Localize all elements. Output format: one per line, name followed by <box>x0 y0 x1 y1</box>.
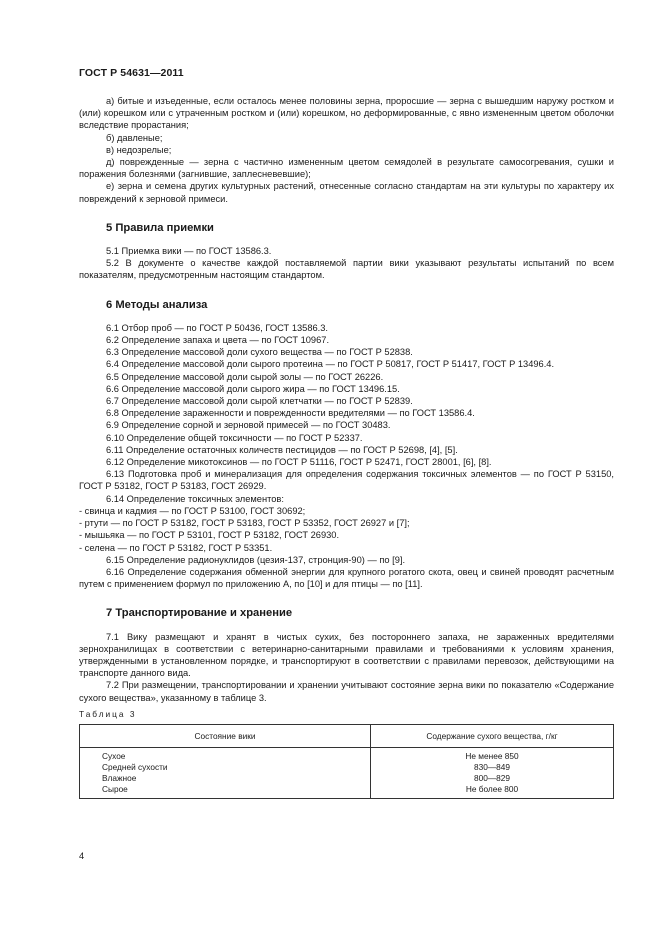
section-7-item: 7.1 Вику размещают и хранят в чистых сухих, без постороннего запаха, не зараженных вредителями зернохранилищах в соответствии с ветеринарно-санитарными правилами и требованиями к условиям хранения, утвержденными в установленном порядке, и транспортируют в соответствии с правилами перевозок, действующими на транспорте данного вида. <box>79 631 614 679</box>
section-6-item: 6.13 Подготовка проб и минерализация для определения содержания токсичных элементов — по ГОСТ Р 53150, ГОСТ Р 53182, ГОСТ Р 53183, ГОСТ 26929. <box>79 469 614 492</box>
section-6-item: 6.14 Определение токсичных элементов: <box>106 493 284 504</box>
state-value: Сырое <box>102 783 128 794</box>
section-6-item: 6.5 Определение массовой доли сырой золы — по ГОСТ 26226. <box>106 371 384 382</box>
section-6-dash-item: - ртути — по ГОСТ Р 53182, ГОСТ Р 53183, ГОСТ Р 53352, ГОСТ 26927 и [7]; <box>79 518 410 529</box>
document-content <box>79 95 614 799</box>
section-7-title: 7 Транспортирование и хранение <box>106 607 293 620</box>
section-7-item: 7.2 При размещении, транспортировании и хранении учитывают состояние зерна вики по показателю «Содержание сухого вещества», указанному в таблице 3. <box>79 680 614 703</box>
table-cell-state <box>80 747 371 798</box>
section-6-dash-item: - мышьяка — по ГОСТ Р 53101, ГОСТ Р 53182, ГОСТ 26930. <box>79 530 340 541</box>
section-6-item: 6.16 Определение содержания обменной энергии для крупного рогатого скота, овец и свиней проводят расчетным путем с применением формул по приложению А, по [10] и для птицы — по [11]. <box>79 566 614 590</box>
table-cell-dry-matter <box>371 747 614 798</box>
section-5-title: 5 Правила приемки <box>106 221 214 234</box>
section-6-item: 6.7 Определение массовой доли сырой клетчатки — по ГОСТ Р 52839. <box>106 396 413 407</box>
section-5-item: 5.1 Приемка вики — по ГОСТ 13586.3. <box>106 246 272 257</box>
section-6-item: 6.2 Определение запаха и цвета — по ГОСТ 10967. <box>106 335 330 346</box>
state-value: Сухое <box>102 750 126 761</box>
state-value: Влажное <box>102 772 137 783</box>
section-6-item: 6.3 Определение массовой доли сухого вещества — по ГОСТ Р 52838. <box>106 347 413 358</box>
section-6-title: 6 Методы анализа <box>106 298 208 311</box>
table-header-dry-matter: Содержание сухого вещества, г/кг <box>371 724 614 747</box>
section-6-item: 6.12 Определение микотоксинов — по ГОСТ Р 51116, ГОСТ Р 52471, ГОСТ 28001, [6], [8]. <box>106 457 492 468</box>
intro-paragraph: б) давленые; <box>106 132 163 143</box>
page-number: 4 <box>79 851 85 861</box>
table-header-state: Состояние вики <box>80 724 371 747</box>
dry-matter-value: 830—849 <box>474 761 510 772</box>
table-row <box>80 747 614 798</box>
section-6-item: 6.1 Отбор проб — по ГОСТ Р 50436, ГОСТ 13586.3. <box>106 322 329 333</box>
section-6-item: 6.4 Определение массовой доли сырого протеина — по ГОСТ Р 50817, ГОСТ Р 51417, ГОСТ Р 13496.4. <box>106 359 555 370</box>
section-6-item: 6.10 Определение общей токсичности — по ГОСТ Р 52337. <box>106 432 363 443</box>
section-6-item: 6.15 Определение радионуклидов (цезия-137, стронция-90) — по [9]. <box>106 554 406 565</box>
table-caption: Таблица 3 <box>79 708 137 719</box>
intro-paragraph: а) битые и изъеденные, если осталось менее половины зерна, проросшие — зерна с вышедшим наружу ростком и (или) корешком или с утраченным ростком и (или) корешком, но деформированные, с явно измененным цветом оболочки вследствие прорастания; <box>79 96 614 131</box>
state-value: Средней сухости <box>102 761 168 772</box>
document-header: ГОСТ Р 54631—2011 <box>79 67 184 79</box>
section-6-item: 6.8 Определение зараженности и поврежденности вредителями — по ГОСТ 13586.4. <box>106 408 475 419</box>
dry-matter-value: Не менее 850 <box>465 750 519 761</box>
section-6-item: 6.6 Определение массовой доли сырого жира — по ГОСТ 13496.15. <box>106 383 400 394</box>
dry-matter-value: Не более 800 <box>465 783 519 794</box>
section-5-item: 5.2 В документе о качестве каждой поставляемой партии вики указывают результаты испытаний по всем показателям, предусмотренным настоящим стандартом. <box>79 258 614 281</box>
section-6-dash-item: - селена — по ГОСТ Р 53182, ГОСТ Р 53351. <box>79 542 273 553</box>
intro-paragraph: в) недозрелые; <box>106 144 172 155</box>
dry-matter-value: 800—829 <box>474 772 510 783</box>
intro-paragraph: д) поврежденные — зерна с частично измененным цветом семядолей в результате самосогревания, сушки и поражения болезнями (загнившие, заплесневевшие); <box>79 157 614 180</box>
section-6-item: 6.9 Определение сорной и зерновой примесей — по ГОСТ 30483. <box>106 420 391 431</box>
section-6-item: 6.11 Определение остаточных количеств пестицидов — по ГОСТ Р 52698, [4], [5]. <box>106 444 458 455</box>
table-header-row <box>80 724 614 747</box>
table-3 <box>79 724 614 799</box>
intro-paragraph: е) зерна и семена других культурных растений, отнесенные согласно стандартам на эти культуры по характеру их повреждений к зерновой примеси. <box>79 181 614 204</box>
section-6-dash-item: - свинца и кадмия — по ГОСТ Р 53100, ГОСТ 30692; <box>79 505 306 516</box>
